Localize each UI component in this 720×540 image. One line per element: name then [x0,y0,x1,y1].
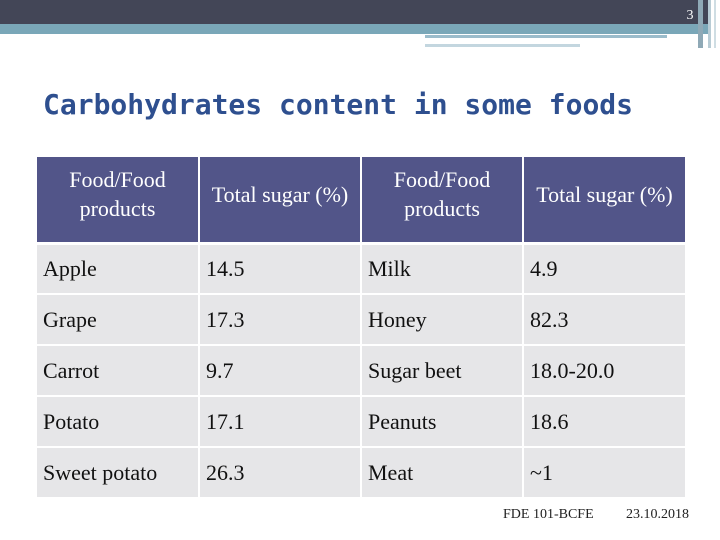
sugar-cell: 18.0-20.0 [523,345,685,396]
sugar-cell: 4.9 [523,243,685,294]
sugar-cell: 17.3 [199,294,361,345]
decorative-line [425,35,667,38]
food-cell: Honey [361,294,523,345]
slide-title: Carbohydrates content in some foods [43,88,634,121]
sugar-cell: 9.7 [199,345,361,396]
column-header-total-sugar: Total sugar (%) [199,157,361,243]
column-header-food: Food/Food products [361,157,523,243]
sugar-cell: 26.3 [199,447,361,498]
sugar-cell: ~1 [523,447,685,498]
food-cell: Carrot [37,345,199,396]
food-cell: Milk [361,243,523,294]
table-header-row [37,157,685,243]
slide-number: 3 [686,8,694,23]
table-row [37,345,685,396]
food-cell: Sugar beet [361,345,523,396]
decorative-side-bar [698,0,703,48]
table-row [37,447,685,498]
table-row [37,396,685,447]
sugar-cell: 14.5 [199,243,361,294]
top-banner-bar [0,0,708,24]
food-cell: Apple [37,243,199,294]
carbohydrates-table [37,157,685,499]
food-cell: Meat [361,447,523,498]
footer-course-code: FDE 101-BCFE [503,507,594,522]
food-cell: Sweet potato [37,447,199,498]
sugar-cell: 18.6 [523,396,685,447]
table-row [37,294,685,345]
sugar-cell: 17.1 [199,396,361,447]
footer-date: 23.10.2018 [626,507,689,522]
decorative-line [425,44,580,47]
food-cell: Peanuts [361,396,523,447]
food-cell: Potato [37,396,199,447]
column-header-food: Food/Food products [37,157,199,243]
column-header-total-sugar: Total sugar (%) [523,157,685,243]
sugar-cell: 82.3 [523,294,685,345]
decorative-side-bar [714,0,716,48]
food-cell: Grape [37,294,199,345]
decorative-side-bar [708,0,711,48]
accent-bar [0,24,708,34]
table-row [37,243,685,294]
